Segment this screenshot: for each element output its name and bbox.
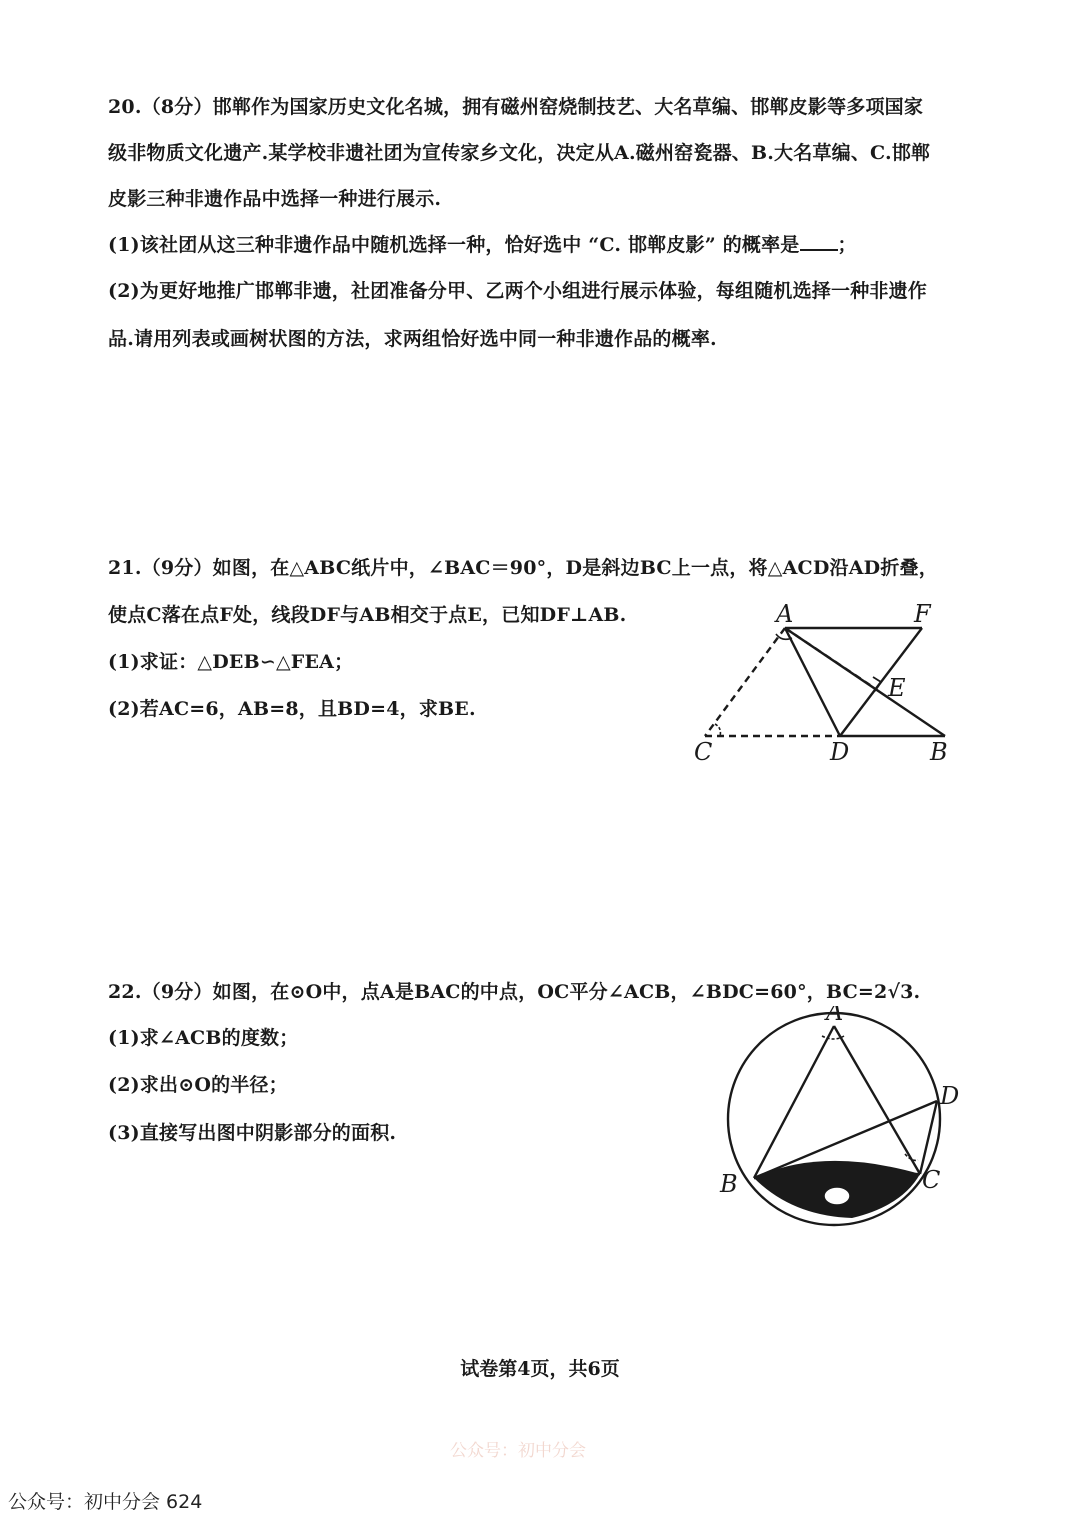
answer-blank bbox=[800, 235, 838, 251]
q22-sub2: (2)求出⊙O的半径； bbox=[108, 1074, 288, 1096]
segment-ac-dashed bbox=[705, 628, 785, 736]
q20-line-3: 皮影三种非遗作品中选择一种进行展示. bbox=[108, 188, 442, 210]
label-a: A bbox=[776, 600, 794, 628]
shaded-region-highlight bbox=[824, 1187, 850, 1205]
angle-c-mark bbox=[715, 724, 720, 736]
q20-sub1-text: (1)该社团从这三种非遗作品中随机选择一种，恰好选中 “C. 邯郸皮影” 的概率是 bbox=[108, 234, 800, 256]
q21-triangle-figure bbox=[690, 598, 970, 773]
q21-sub2: (2)若AC=6，AB=8，且BD=4，求BE. bbox=[108, 698, 476, 720]
label-d: D bbox=[830, 738, 850, 766]
label-f: F bbox=[914, 600, 931, 628]
chord-ac bbox=[834, 1026, 920, 1174]
q20-sub2-line-2: 品.请用列表或画树状图的方法，求两组恰好选中同一种非遗作品的概率. bbox=[108, 328, 717, 350]
label-b: B bbox=[930, 738, 948, 766]
q22-sub3: (3)直接写出图中阴影部分的面积. bbox=[108, 1122, 397, 1144]
page-footer: 试卷第4页，共6页 bbox=[460, 1358, 620, 1380]
q21-line-2: 使点C落在点F处，线段DF与AB相交于点E，已知DF⊥AB. bbox=[108, 604, 627, 626]
label-d: D bbox=[940, 1082, 960, 1110]
q20-line-1: 20.（8分）邯郸作为国家历史文化名城，拥有磁州窑烧制技艺、大名草编、邯郸皮影等多项国家 bbox=[108, 96, 924, 118]
q20-sub1 bbox=[108, 230, 857, 257]
q21-sub1: (1)求证：△DEB∽△FEA； bbox=[108, 651, 354, 673]
watermark-left: 公众号：初中分会 624 bbox=[8, 1491, 203, 1513]
chord-dc bbox=[920, 1101, 937, 1174]
label-c: C bbox=[694, 738, 713, 766]
label-e: E bbox=[888, 674, 906, 702]
q22-line-1: 22.（9分）如图，在⊙O中，点A是BAC的中点，OC平分∠ACB，∠BDC=60°，BC=2√3. bbox=[108, 981, 921, 1003]
q22-sub1: (1)求∠ACB的度数； bbox=[108, 1027, 299, 1049]
q21-line-1: 21.（9分）如图，在△ABC纸片中，∠BAC＝90°，D是斜边BC上一点，将△ACD沿AD折叠， bbox=[108, 557, 938, 579]
label-c: C bbox=[922, 1166, 941, 1194]
q20-sub1-end: ； bbox=[837, 234, 857, 256]
segment-ad bbox=[785, 628, 840, 736]
label-a: A bbox=[826, 1006, 844, 1026]
segment-ae-dashed bbox=[785, 628, 870, 685]
q22-circle-figure bbox=[712, 1006, 982, 1236]
chord-ab bbox=[754, 1026, 834, 1178]
watermark-center: 公众号：初中分会 bbox=[450, 1441, 586, 1461]
q20-sub2-line-1: (2)为更好地推广邯郸非遗，社团准备分甲、乙两个小组进行展示体验，每组随机选择一种非遗作 bbox=[108, 280, 928, 302]
q20-line-2: 级非物质文化遗产.某学校非遗社团为宣传家乡文化，决定从A.磁州窑瓷器、B.大名草编、C.邯郸 bbox=[108, 142, 931, 164]
label-b: B bbox=[720, 1170, 738, 1198]
